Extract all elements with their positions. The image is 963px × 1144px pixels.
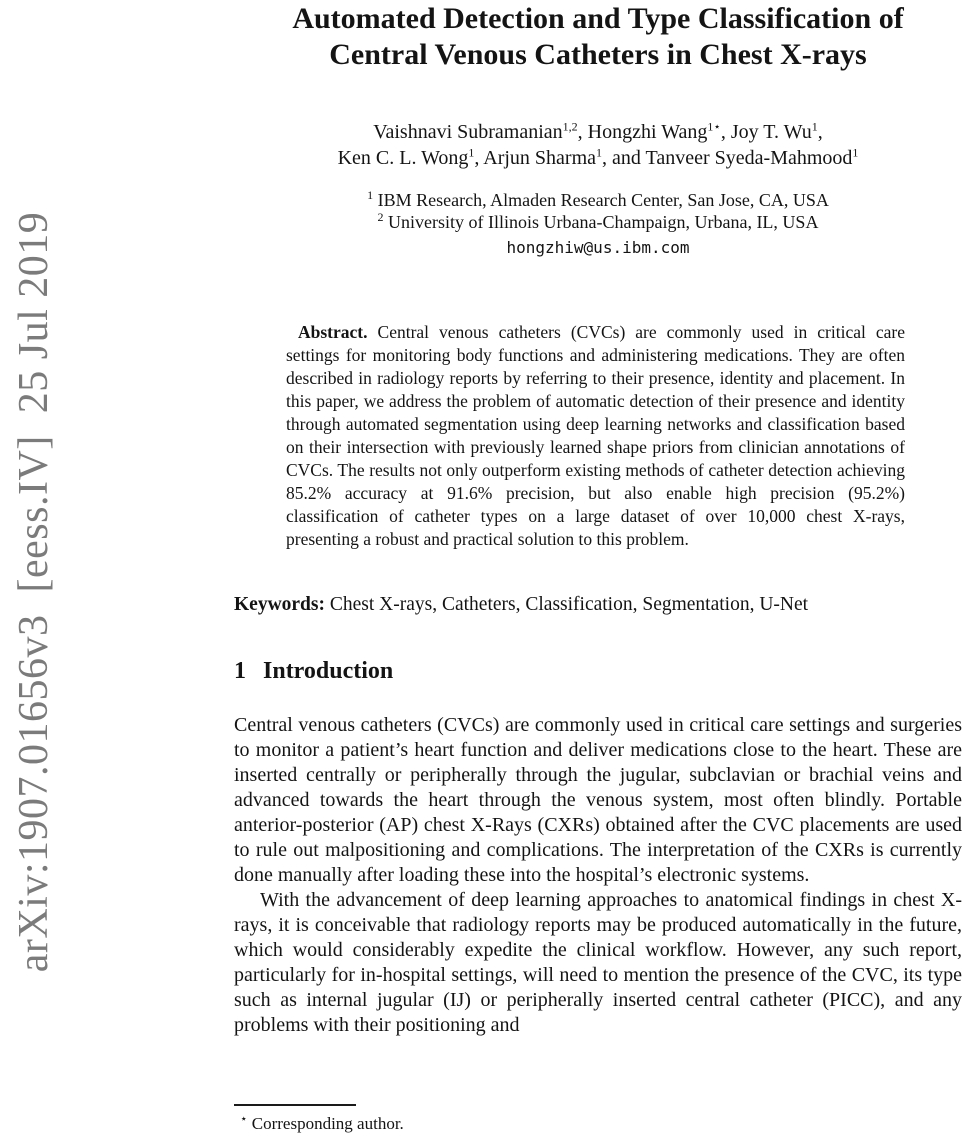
author-name: , Arjun Sharma (474, 147, 597, 169)
author-name: , Joy T. Wu (720, 121, 812, 143)
affiliation-2 (234, 211, 962, 233)
intro-paragraph-2: With the advancement of deep learning approaches to anatomical findings in chest X-rays, it is conceivable that radiology reports may be produced automatically in the future, which would considerably expedite the clinical workflow. However, any such report, particularly for in-hospital settings, will need to mention the presence of the CVC, its type such as internal jugular (IJ) or peripherally inserted central catheter (PICC), and any problems with their positioning and (234, 889, 962, 1036)
author-separator: , (817, 121, 823, 143)
author-name: , Hongzhi Wang (577, 121, 708, 143)
author-list (234, 119, 962, 171)
footnote-line (234, 1111, 962, 1134)
title-line-2: Central Venous Catheters in Chest X-rays (329, 38, 867, 71)
section-heading-introduction (234, 657, 962, 685)
abstract-label: Abstract. (298, 322, 368, 342)
section-number: 1 (234, 658, 246, 684)
contact-email: hongzhiw@us.ibm.com (506, 238, 690, 257)
affiliations (234, 189, 962, 233)
intro-paragraph-1: Central venous catheters (CVCs) are commonly used in critical care settings and surgeries to monitor a patient’s heart function and deliver medications close to the heart. These are inserted centrally or peripherally through the jugular, subclavian or brachial veins and advanced towards the heart through the venous system, most often blindly. Portable anterior-posterior (AP) chest X-Rays (CXRs) obtained after the CVC placements are used to rule out malpositioning and complications. The interpretation of the CXRs is currently done manually after loading these into the hospital’s electronic systems. (234, 714, 962, 886)
affiliation-number: 1 (367, 188, 374, 202)
abstract-text: Central venous catheters (CVCs) are commonly used in critical care settings for monitoring body functions and administering medications. They are often described in radiology reports by referring to their presence, identity and placement. In this paper, we address the problem of automatic detection of their presence and identity through automated segmentation using deep learning networks and classification based on their intersection with previously learned shape priors from clinician annotations of CVCs. The results not only outperform existing methods of catheter detection achieving 85.2% accuracy at 91.6% precision, but also enable high precision (95.2%) classification of catheter types on a large dataset of over 10,000 chest X-rays, presenting a robust and practical solution to this problem. (286, 322, 905, 549)
author-affiliation-mark: 1 (596, 145, 603, 160)
affiliation-text: University of Illinois Urbana-Champaign, Urbana, IL, USA (383, 212, 819, 232)
authors-line-1 (234, 119, 962, 145)
abstract-block (286, 321, 905, 551)
arxiv-watermark: arXiv:1907.01656v3 [eess.IV] 25 Jul 2019 (11, 211, 57, 973)
affiliation-1 (234, 189, 962, 211)
footnote-rule (234, 1104, 356, 1106)
keywords-label: Keywords: (234, 594, 325, 615)
section-title: Introduction (263, 658, 394, 684)
title-line-1: Automated Detection and Type Classification of (292, 2, 904, 35)
author-affiliation-mark: 1,2 (562, 119, 578, 134)
author-affiliation-mark: 1 (852, 145, 859, 160)
authors-line-2 (234, 145, 962, 171)
affiliation-text: IBM Research, Almaden Research Center, San Jose, CA, USA (373, 190, 829, 210)
footnote (234, 1104, 962, 1134)
paper-content (234, 0, 962, 1038)
affiliation-number: 2 (377, 210, 384, 224)
author-name: , and Tanveer Syeda-Mahmood (602, 147, 853, 169)
footnote-text: Corresponding author. (247, 1114, 404, 1133)
author-affiliation-mark: 1 (811, 119, 818, 134)
author-affiliation-mark: 1⋆ (707, 119, 721, 134)
footnote-marker: ⋆ (240, 1111, 248, 1126)
abstract-paragraph (286, 321, 905, 551)
keywords-line (234, 593, 962, 617)
author-name: Ken C. L. Wong (337, 147, 469, 169)
author-affiliation-mark: 1 (468, 145, 475, 160)
keywords-text: Chest X-rays, Catheters, Classification, Segmentation, U-Net (325, 594, 809, 615)
paper-title (234, 1, 962, 73)
author-name: Vaishnavi Subramanian (373, 121, 563, 143)
